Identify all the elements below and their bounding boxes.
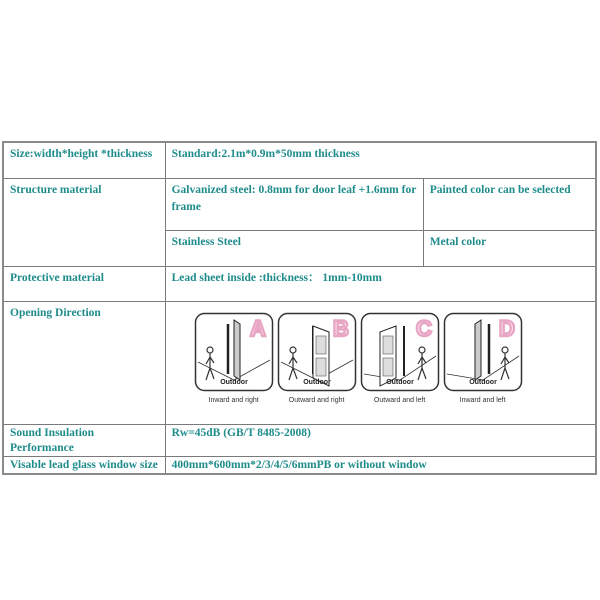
- row-value-window: 400mm*600mm*2/3/4/5/6mmPB or without window: [165, 456, 596, 474]
- door-outward-right-icon: [277, 312, 357, 392]
- row-label-size: Size:width*height *thickness: [3, 142, 165, 178]
- diagram-caption: Outward and left: [373, 396, 426, 404]
- table-row: [3, 301, 596, 424]
- diagram-scene-label: Outdoor: [219, 378, 248, 386]
- row-label-window: Visable lead glass window size: [3, 456, 165, 474]
- opening-diagram: [443, 312, 523, 406]
- diagram-scene-label: Outdoor: [385, 378, 414, 386]
- structure-material-1: Galvanized steel: 0.8mm for door leaf +1.6mm for frame: [165, 178, 423, 230]
- structure-material-2: Stainless Steel: [165, 230, 423, 266]
- table-row: [3, 424, 596, 456]
- door-inward-left-icon: [443, 312, 523, 392]
- opening-diagram: [277, 312, 357, 406]
- opening-diagrams: [166, 302, 595, 406]
- opening-diagram: [194, 312, 274, 406]
- table-row: [3, 266, 596, 301]
- row-label-structure: Structure material: [3, 178, 165, 266]
- row-label-protective: Protective material: [3, 266, 165, 301]
- door-outward-left-icon: [360, 312, 440, 392]
- row-label-opening: Opening Direction: [3, 301, 165, 424]
- table-row: [3, 178, 596, 230]
- door-inward-right-icon: [194, 312, 274, 392]
- opening-diagrams-cell: [165, 301, 596, 424]
- table-row: [3, 456, 596, 474]
- diagram-letter: B: [332, 315, 349, 341]
- diagram-letter: C: [415, 315, 432, 341]
- diagram-letter: A: [249, 315, 266, 341]
- table-row: [3, 142, 596, 178]
- diagram-scene-label: Outdoor: [468, 378, 497, 386]
- opening-diagram: [360, 312, 440, 406]
- diagram-caption: Inward and right: [208, 396, 259, 404]
- spec-table: [2, 141, 597, 475]
- diagram-caption: Inward and left: [459, 396, 506, 404]
- row-value-sound: Rw=45dB (GB/T 8485-2008): [165, 424, 596, 456]
- row-value-size: Standard:2.1m*0.9m*50mm thickness: [165, 142, 596, 178]
- diagram-letter: D: [498, 315, 515, 341]
- structure-color-1: Painted color can be selected: [423, 178, 596, 230]
- diagram-caption: Outward and right: [288, 396, 345, 404]
- row-value-protective: Lead sheet inside :thickness： 1mm-10mm: [165, 266, 596, 301]
- structure-color-2: Metal color: [423, 230, 596, 266]
- row-label-sound: Sound Insulation Performance: [3, 424, 165, 456]
- diagram-scene-label: Outdoor: [302, 378, 331, 386]
